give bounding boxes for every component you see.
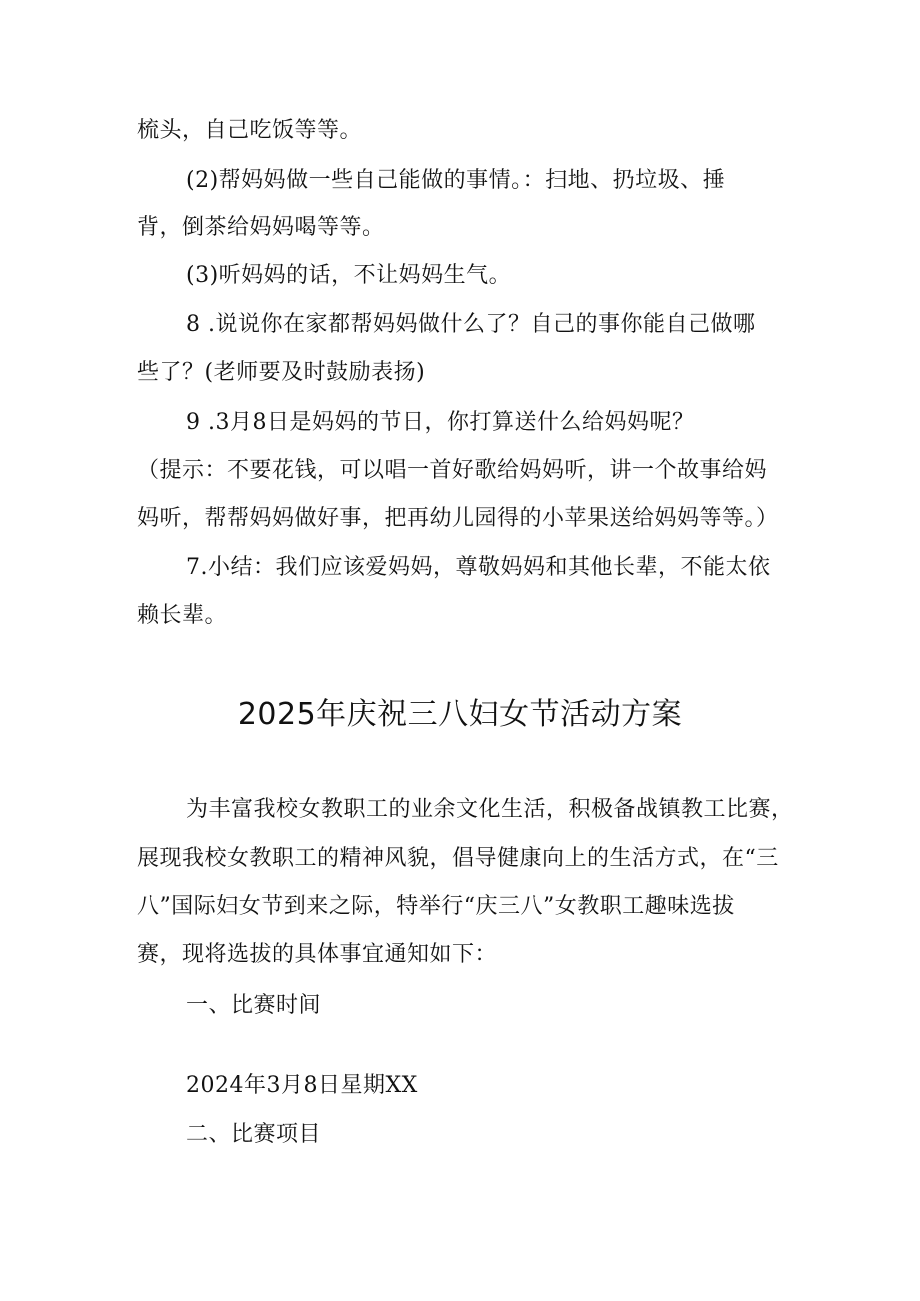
section-heading: 一、比赛时间 — [186, 993, 322, 1018]
section-heading: 二、比赛项目 — [186, 1122, 322, 1147]
text-line: (2)帮妈妈做一些自己能做的事情。：扫地、扔垃圾、捶 — [186, 168, 726, 193]
document-title: 2025年庆祝三八妇女节活动方案 — [237, 697, 683, 732]
text-line: 赖长辈。 — [137, 603, 228, 628]
text-line: 梳头，自己吃饭等等。 — [137, 118, 363, 143]
text-line: (3)听妈妈的话，不让妈妈生气。 — [186, 263, 512, 288]
text-line: 为丰富我校女教职工的业余文化生活，积极备战镇教工比赛， — [186, 797, 794, 822]
text-line: 8 .说说你在家都帮妈妈做什么了？自己的事你能自己做哪 — [186, 312, 756, 337]
text-line: 赛，现将选拔的具体事宜通知如下： — [137, 942, 498, 967]
text-line: 背，倒茶给妈妈喝等等。 — [137, 215, 385, 240]
text-line: 妈听，帮帮妈妈做好事，把再幼儿园得的小苹果送给妈妈等等。） — [137, 506, 779, 531]
text-line: 7.小结：我们应该爱妈妈，尊敬妈妈和其他长辈，不能太依 — [186, 555, 771, 580]
text-line: （提示：不要花钱，可以唱一首好歌给妈妈听，讲一个故事给妈 — [137, 458, 768, 483]
text-line: 些了？(老师要及时鼓励表扬) — [137, 360, 426, 385]
date-line: 2024年3月8日星期XX — [186, 1073, 418, 1098]
text-line: 9 .3月8日是妈妈的节日，你打算送什么给妈妈呢？ — [186, 410, 695, 435]
text-line: 八”国际妇女节到来之际，特举行“庆三八”女教职工趣味选拔 — [137, 894, 735, 919]
text-line: 展现我校女教职工的精神风貌，倡导健康向上的生活方式，在“三 — [137, 846, 779, 871]
